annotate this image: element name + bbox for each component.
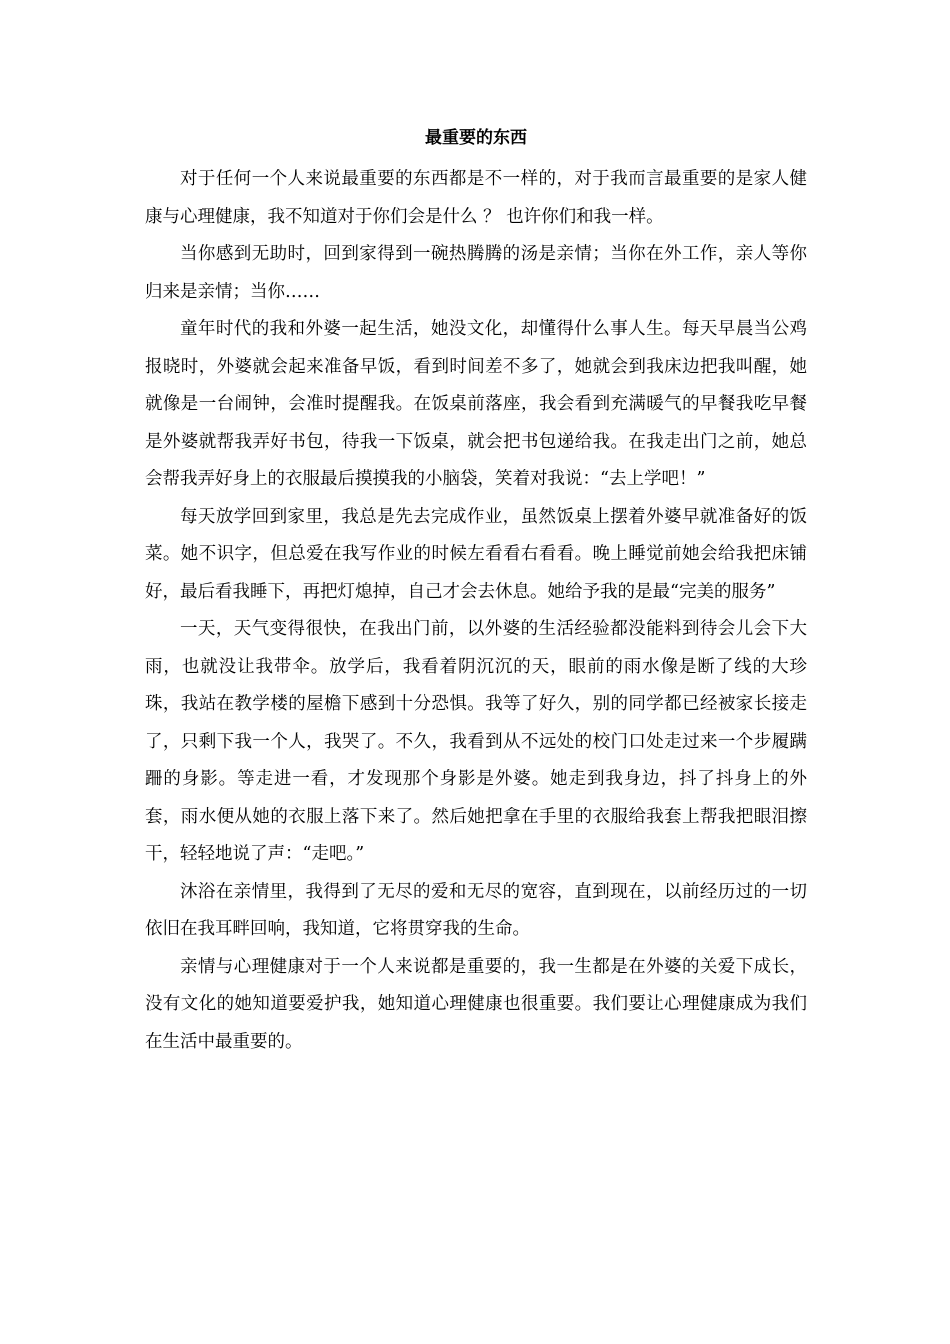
- paragraph-family-love: 当你感到无助时，回到家得到一碗热腾腾的汤是亲情；当你在外工作，亲人等你归来是亲情；当你……: [145, 244, 807, 302]
- paragraph-conclusion: 亲情与心理健康对于一个人来说都是重要的，我一生都是在外婆的关爱下成长，没有文化的她知道要爱护我，她知道心理健康也很重要。我们要让心理健康成为我们在生活中最重要的。: [145, 956, 807, 1052]
- paragraph-childhood-morning: 童年时代的我和外婆一起生活，她没文化，却懂得什么事人生。每天早晨当公鸡报晓时，外婆就会起来准备早饭，看到时间差不多了，她就会到我床边把我叫醒，她就像是一台闹钟，会准时提醒我。在饭桌前落座，我会看到充满暖气的早餐我吃早餐是外婆就帮我弄好书包，待我一下饭桌，就会把书包递给我。在我走出门之前，她总会帮我弄好身上的衣服最后摸摸我的小脑袋，笑着对我说：“去上学吧！”: [145, 319, 807, 489]
- paragraph-intro: 对于任何一个人来说最重要的东西都是不一样的，对于我而言最重要的是家人健康与心理健康，我不知道对于你们会是什么 ？ 也许你们和我一样。: [145, 169, 807, 227]
- document-title: 最重要的东西: [425, 128, 527, 148]
- paragraph-rainy-day: 一天，天气变得很快，在我出门前，以外婆的生活经验都没能料到待会儿会下大雨，也就没让我带伞。放学后，我看着阴沉沉的天，眼前的雨水像是断了线的大珍珠，我站在教学楼的屋檐下感到十分恐惧。我等了好久，别的同学都已经被家长接走了，只剩下我一个人，我哭了。不久，我看到从不远处的校门口处走过来一个步履蹒跚的身影。等走进一看，才发现那个身影是外婆。她走到我身边，抖了抖身上的外套，雨水便从她的衣服上落下来了。然后她把拿在手里的衣服给我套上帮我把眼泪擦干，轻轻地说了声：“走吧。”: [145, 619, 807, 864]
- paragraph-reflection: 沐浴在亲情里，我得到了无尽的爱和无尽的宽容，直到现在，以前经历过的一切依旧在我耳畔回响，我知道，它将贯穿我的生命。: [145, 881, 807, 939]
- paragraph-after-school: 每天放学回到家里，我总是先去完成作业，虽然饭桌上摆着外婆早就准备好的饭菜。她不识字，但总爱在我写作业的时候左看看右看看。晚上睡觉前她会给我把床铺好，最后看我睡下，再把灯熄掉，自己才会去休息。她给予我的是最“完美的服务”: [145, 506, 807, 602]
- document-body: [145, 120, 807, 1061]
